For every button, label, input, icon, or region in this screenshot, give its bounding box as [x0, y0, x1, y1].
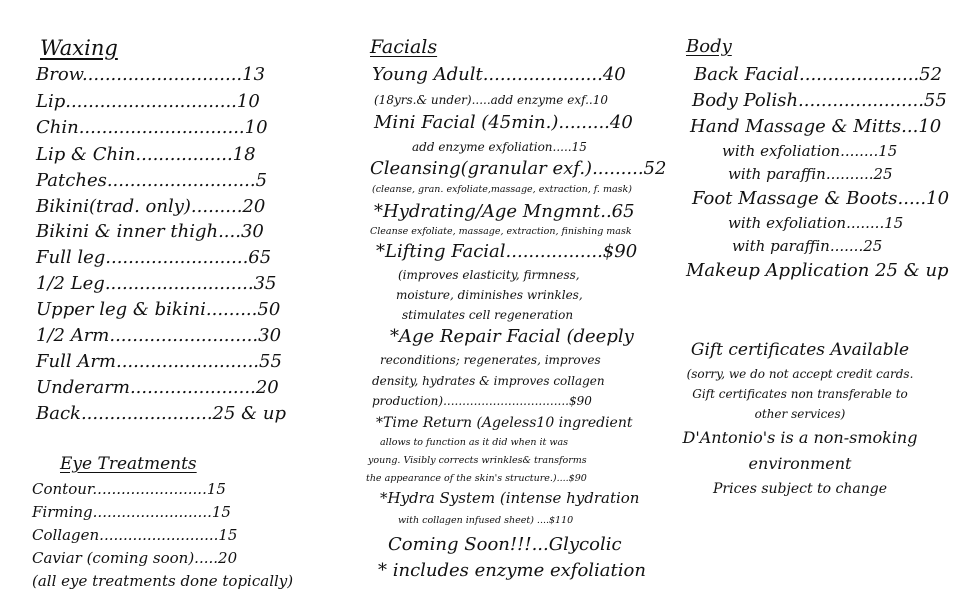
facial-note: moisture, diminishes wrinkles,	[396, 288, 583, 302]
waxing-item: 1/2 Arm..........................30	[36, 325, 282, 346]
facial-item: Young Adult.....................40	[372, 64, 626, 85]
facial-note: stimulates cell regeneration	[402, 308, 574, 322]
waxing-item: Full leg.........................65	[36, 247, 272, 268]
waxing-title: Waxing	[40, 36, 118, 60]
body-item: Foot Massage & Boots.....10	[692, 188, 950, 209]
facial-note: with collagen infused sheet) ....$110	[398, 515, 574, 526]
waxing-item: Lip & Chin.................18	[36, 144, 256, 165]
facial-note: young. Visibly corrects wrinkles& transforms	[368, 455, 587, 466]
eye-item: Collagen.........................15	[32, 526, 238, 544]
waxing-item: Patches..........................5	[36, 170, 268, 191]
body-item: Hand Massage & Mitts...10	[690, 116, 942, 137]
facial-note: reconditions; regenerates, improves	[380, 353, 601, 367]
facial-note: allows to function as it did when it was	[380, 437, 569, 448]
enzyme-note: * includes enzyme exfoliation	[378, 560, 646, 581]
body-item: Back Facial.....................52	[694, 64, 943, 85]
eye-item: (all eye treatments done topically)	[32, 572, 294, 590]
facial-item: *Time Return (Ageless10 ingredient	[376, 415, 633, 431]
facial-note: (improves elasticity, firmness,	[398, 268, 580, 282]
notes-line: other services)	[754, 407, 846, 421]
facial-item: *Hydra System (intense hydration	[380, 489, 640, 507]
body-subitem: with paraffin.......25	[732, 237, 883, 255]
body-subitem: with paraffin..........25	[728, 165, 893, 183]
waxing-item: Back.......................25 & up	[36, 403, 287, 424]
facial-note: (18yrs.& under).....add enzyme exf..10	[374, 93, 609, 107]
facial-item: Cleansing(granular exf.).........52	[370, 158, 667, 179]
eye-item: Caviar (coming soon).....20	[32, 549, 238, 567]
eye-item: Firming.........................15	[32, 503, 231, 521]
coming-soon: Coming Soon!!!...Glycolic	[388, 534, 622, 555]
notes-line: environment	[748, 454, 852, 473]
waxing-item: Lip..............................10	[36, 91, 260, 112]
prices-note: Prices subject to change	[712, 481, 888, 497]
waxing-item: Chin.............................10	[36, 117, 268, 138]
facial-note: the appearance of the skin's structure.)....$90	[366, 473, 587, 484]
facial-note: add enzyme exfoliation.....15	[412, 140, 587, 154]
gift-certificates: Gift certificates Available	[690, 340, 910, 360]
waxing-item: Bikini(trad. only).........20	[36, 196, 266, 217]
facial-note: Cleanse exfoliate, massage, extraction, finishing mask	[370, 226, 632, 237]
waxing-item: Full Arm.........................55	[36, 351, 282, 372]
body-title: Body	[686, 36, 732, 57]
facials-title: Facials	[370, 36, 438, 58]
body-subitem: with exfoliation........15	[722, 142, 898, 160]
eye-item: Contour........................15	[32, 480, 226, 498]
facial-item: *Lifting Facial.................$90	[376, 241, 638, 262]
facial-note: production).................................$90	[372, 394, 592, 408]
non-smoking: D'Antonio's is a non-smoking	[682, 428, 918, 447]
body-item: Body Polish......................55	[692, 90, 947, 111]
facial-item: *Hydrating/Age Mngmnt..65	[374, 201, 635, 222]
notes-line: Gift certificates non transferable to	[692, 387, 908, 401]
facial-item: Mini Facial (45min.).........40	[374, 112, 633, 133]
waxing-item: Brow............................13	[36, 64, 266, 85]
waxing-item: Upper leg & bikini.........50	[36, 299, 281, 320]
waxing-item: Bikini & inner thigh....30	[36, 221, 264, 242]
waxing-item: Underarm......................20	[36, 377, 279, 398]
body-item: Makeup Application 25 & up	[686, 260, 949, 281]
notes-line: (sorry, we do not accept credit cards.	[686, 367, 914, 381]
facial-item: *Age Repair Facial (deeply	[390, 326, 634, 347]
body-subitem: with exfoliation........15	[728, 214, 904, 232]
eye-treatments-title: Eye Treatments	[60, 454, 197, 474]
facial-note: (cleanse, gran. exfoliate,massage, extraction, f. mask)	[372, 184, 632, 195]
facial-note: density, hydrates & improves collagen	[372, 374, 605, 388]
waxing-item: 1/2 Leg..........................35	[36, 273, 277, 294]
